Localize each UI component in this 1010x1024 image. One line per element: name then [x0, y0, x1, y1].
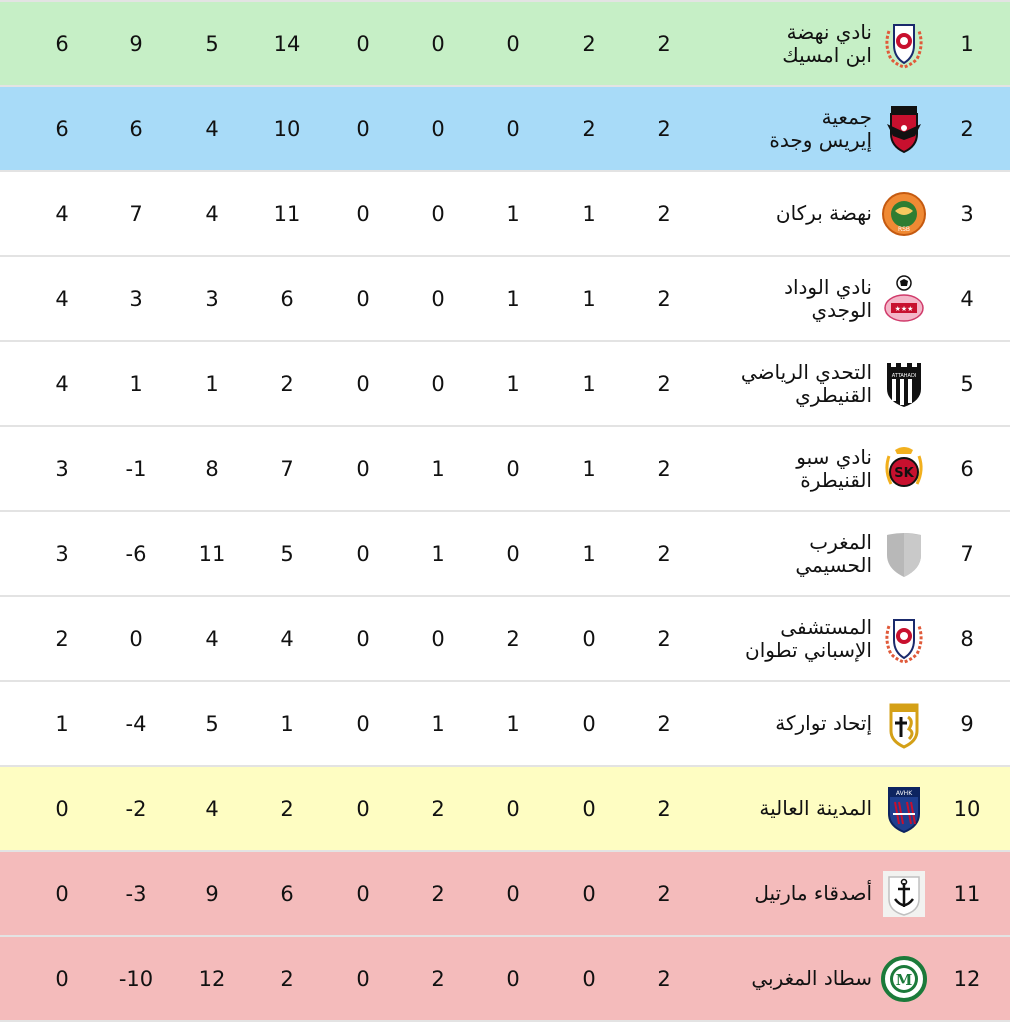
team-name: نهضة بركان [775, 201, 872, 225]
draws-cell: 1 [506, 371, 520, 396]
wins-cell: 1 [582, 371, 596, 396]
extra-stat-cell: 0 [356, 456, 370, 481]
team-name: سطاد المغربي [751, 966, 872, 990]
draws-cell: 2 [506, 626, 520, 651]
losses-cell: 0 [431, 626, 445, 651]
crest-red-wreath-icon [880, 18, 928, 70]
points-cell: 0 [55, 966, 69, 991]
position-cell: 6 [960, 456, 974, 481]
points-cell: 6 [55, 116, 69, 141]
position-cell: 8 [960, 626, 974, 651]
table-row[interactable] [0, 852, 1010, 937]
black-white-castle-crest-icon [880, 358, 928, 410]
losses-cell: 0 [431, 116, 445, 141]
goal-difference-cell: -6 [125, 541, 147, 566]
goal-difference-cell: -1 [125, 456, 147, 481]
played-cell: 2 [657, 371, 671, 396]
draws-cell: 0 [506, 541, 520, 566]
goal-difference-cell: -10 [118, 966, 154, 991]
wins-cell: 1 [582, 286, 596, 311]
orange-round-crest-icon [880, 188, 928, 240]
team-cell[interactable] [784, 257, 928, 340]
goals-for-cell: 2 [280, 796, 294, 821]
team-cell[interactable] [775, 682, 928, 765]
team-cell[interactable] [795, 512, 928, 595]
position-cell: 5 [960, 371, 974, 396]
goal-difference-cell: 7 [129, 201, 143, 226]
goals-against-cell: 1 [205, 371, 219, 396]
played-cell: 2 [657, 201, 671, 226]
draws-cell: 1 [506, 201, 520, 226]
goals-against-cell: 5 [205, 31, 219, 56]
extra-stat-cell: 0 [356, 116, 370, 141]
table-row[interactable] [0, 597, 1010, 682]
losses-cell: 1 [431, 456, 445, 481]
team-name: جمعية إيريس وجدة [769, 104, 872, 152]
goal-difference-cell: -4 [125, 711, 147, 736]
extra-stat-cell: 0 [356, 711, 370, 736]
points-cell: 2 [55, 626, 69, 651]
team-name: المدينة العالية [759, 796, 872, 820]
position-cell: 11 [953, 881, 981, 906]
goals-for-cell: 6 [280, 286, 294, 311]
extra-stat-cell: 0 [356, 201, 370, 226]
wins-cell: 1 [582, 201, 596, 226]
extra-stat-cell: 0 [356, 966, 370, 991]
team-name: نادي سبو القنيطرة [796, 444, 872, 492]
svg-text:★★★: ★★★ [894, 304, 914, 313]
draws-cell: 0 [506, 796, 520, 821]
wins-cell: 0 [582, 881, 596, 906]
played-cell: 2 [657, 31, 671, 56]
wins-cell: 0 [582, 626, 596, 651]
played-cell: 2 [657, 881, 671, 906]
wins-cell: 0 [582, 796, 596, 821]
extra-stat-cell: 0 [356, 881, 370, 906]
team-name: أصدقاء مارتيل [754, 881, 872, 905]
draws-cell: 0 [506, 881, 520, 906]
played-cell: 2 [657, 116, 671, 141]
goal-difference-cell: -2 [125, 796, 147, 821]
green-round-crest-icon [880, 953, 928, 1005]
points-cell: 1 [55, 711, 69, 736]
goals-for-cell: 5 [280, 541, 294, 566]
team-name: المستشفى الإسباني تطوان [745, 614, 872, 662]
team-name: إتحاد تواركة [775, 711, 872, 735]
goals-for-cell: 2 [280, 966, 294, 991]
played-cell: 2 [657, 286, 671, 311]
position-cell: 7 [960, 541, 974, 566]
team-cell[interactable] [759, 767, 928, 850]
played-cell: 2 [657, 541, 671, 566]
goals-for-cell: 7 [280, 456, 294, 481]
goals-against-cell: 11 [198, 541, 226, 566]
svg-text:AVHK: AVHK [895, 789, 913, 797]
extra-stat-cell: 0 [356, 371, 370, 396]
points-cell: 0 [55, 796, 69, 821]
played-cell: 2 [657, 966, 671, 991]
team-name: التحدي الرياضي القنيطري [740, 359, 872, 407]
extra-stat-cell: 0 [356, 286, 370, 311]
points-cell: 3 [55, 541, 69, 566]
svg-text:SK: SK [894, 465, 914, 481]
goals-against-cell: 4 [205, 116, 219, 141]
draws-cell: 0 [506, 31, 520, 56]
svg-text:ATTAHADI: ATTAHADI [891, 372, 917, 379]
losses-cell: 2 [431, 881, 445, 906]
played-cell: 2 [657, 711, 671, 736]
position-cell: 1 [960, 31, 974, 56]
team-name: المغرب الحسيمي [795, 529, 872, 577]
points-cell: 4 [55, 371, 69, 396]
goal-difference-cell: 1 [129, 371, 143, 396]
goals-for-cell: 1 [280, 711, 294, 736]
table-row[interactable] [0, 0, 1010, 87]
sk-red-crest-icon [880, 443, 928, 495]
goals-for-cell: 6 [280, 881, 294, 906]
anchor-crest-icon [880, 868, 928, 920]
svg-text:M: M [895, 970, 913, 989]
position-cell: 4 [960, 286, 974, 311]
losses-cell: 0 [431, 371, 445, 396]
goal-difference-cell: 0 [129, 626, 143, 651]
team-name: نادي نهضة ابن امسيك [782, 19, 872, 67]
losses-cell: 0 [431, 286, 445, 311]
goal-difference-cell: 9 [129, 31, 143, 56]
wins-cell: 0 [582, 966, 596, 991]
table-row[interactable] [0, 342, 1010, 427]
draws-cell: 1 [506, 711, 520, 736]
played-cell: 2 [657, 456, 671, 481]
extra-stat-cell: 0 [356, 796, 370, 821]
goal-difference-cell: 3 [129, 286, 143, 311]
avhk-blue-crest-icon [880, 783, 928, 835]
table-row[interactable] [0, 257, 1010, 342]
position-cell: 12 [953, 966, 981, 991]
team-name: نادي الوداد الوجدي [784, 274, 872, 322]
team-cell[interactable] [754, 852, 928, 935]
team-cell[interactable] [745, 597, 928, 680]
gold-cross-crest-icon [880, 698, 928, 750]
table-row[interactable] [0, 767, 1010, 852]
goals-against-cell: 9 [205, 881, 219, 906]
grey-shield-icon [880, 528, 928, 580]
team-cell[interactable] [796, 427, 928, 510]
table-row[interactable] [0, 172, 1010, 257]
played-cell: 2 [657, 796, 671, 821]
wins-cell: 1 [582, 541, 596, 566]
goals-for-cell: 14 [273, 31, 301, 56]
team-cell[interactable] [782, 2, 928, 85]
table-row[interactable] [0, 87, 1010, 172]
team-cell[interactable] [776, 172, 928, 255]
goals-against-cell: 4 [205, 201, 219, 226]
position-cell: 10 [953, 796, 981, 821]
position-cell: 9 [960, 711, 974, 736]
extra-stat-cell: 0 [356, 31, 370, 56]
losses-cell: 2 [431, 796, 445, 821]
played-cell: 2 [657, 626, 671, 651]
points-cell: 4 [55, 286, 69, 311]
wins-cell: 0 [582, 711, 596, 736]
wins-cell: 2 [582, 116, 596, 141]
goals-against-cell: 5 [205, 711, 219, 736]
goal-difference-cell: 6 [129, 116, 143, 141]
pink-ball-crest-icon [880, 273, 928, 325]
position-cell: 2 [960, 116, 974, 141]
position-cell: 3 [960, 201, 974, 226]
points-cell: 0 [55, 881, 69, 906]
points-cell: 6 [55, 31, 69, 56]
goal-difference-cell: -3 [125, 881, 147, 906]
table-row[interactable] [0, 427, 1010, 512]
losses-cell: 2 [431, 966, 445, 991]
goals-for-cell: 2 [280, 371, 294, 396]
team-cell[interactable] [741, 342, 928, 425]
draws-cell: 1 [506, 286, 520, 311]
points-cell: 4 [55, 201, 69, 226]
goals-for-cell: 11 [273, 201, 301, 226]
table-row[interactable] [0, 512, 1010, 597]
team-cell[interactable] [769, 87, 928, 170]
table-row[interactable] [0, 937, 1010, 1022]
goals-against-cell: 3 [205, 286, 219, 311]
losses-cell: 1 [431, 541, 445, 566]
crest-red-wreath-icon [880, 613, 928, 665]
wins-cell: 2 [582, 31, 596, 56]
svg-text:RSB: RSB [897, 225, 911, 233]
draws-cell: 0 [506, 456, 520, 481]
goals-for-cell: 10 [273, 116, 301, 141]
draws-cell: 0 [506, 116, 520, 141]
losses-cell: 0 [431, 31, 445, 56]
goals-against-cell: 12 [198, 966, 226, 991]
wins-cell: 1 [582, 456, 596, 481]
goals-for-cell: 4 [280, 626, 294, 651]
points-cell: 3 [55, 456, 69, 481]
extra-stat-cell: 0 [356, 626, 370, 651]
table-row[interactable] [0, 682, 1010, 767]
losses-cell: 0 [431, 201, 445, 226]
losses-cell: 1 [431, 711, 445, 736]
extra-stat-cell: 0 [356, 541, 370, 566]
eagle-shield-icon [880, 103, 928, 155]
goals-against-cell: 8 [205, 456, 219, 481]
goals-against-cell: 4 [205, 796, 219, 821]
draws-cell: 0 [506, 966, 520, 991]
goals-against-cell: 4 [205, 626, 219, 651]
team-cell[interactable] [751, 937, 928, 1020]
